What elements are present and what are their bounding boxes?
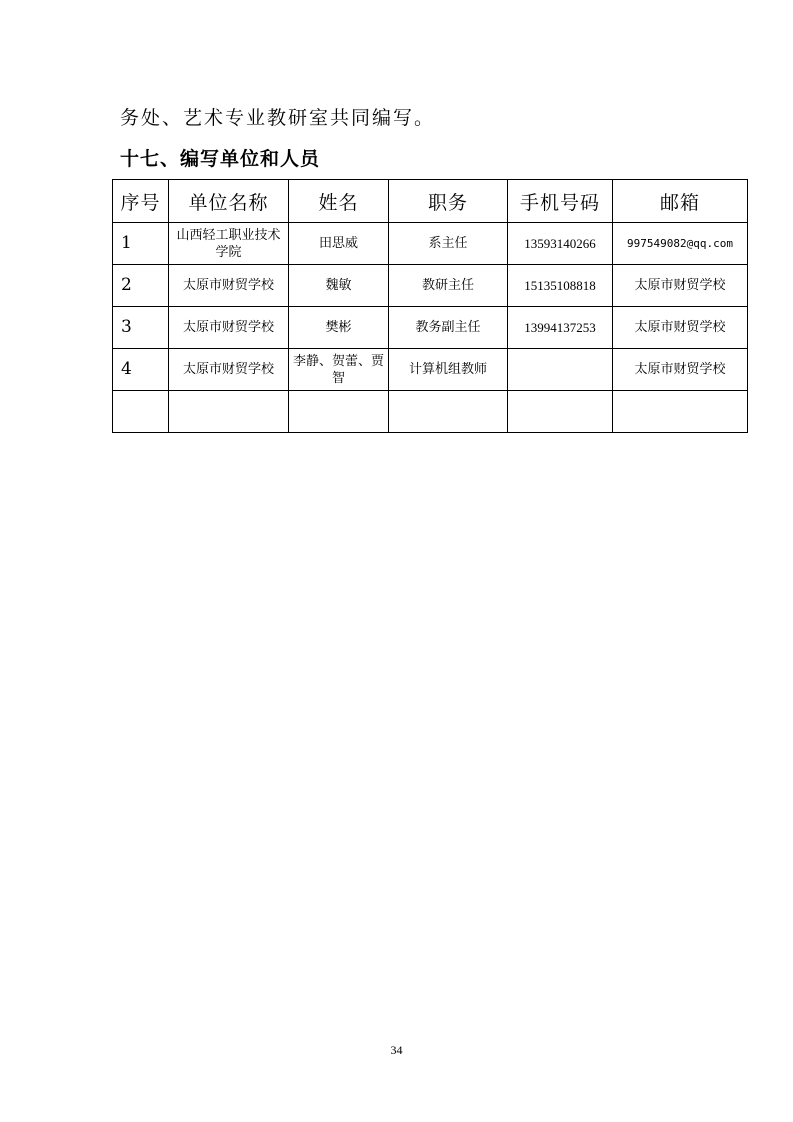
intro-paragraph: 务处、艺术专业教研室共同编写。 (120, 107, 436, 129)
cell-position: 教务副主任 (389, 307, 508, 349)
table-header-row (113, 180, 748, 223)
cell-name: 魏敏 (289, 265, 389, 307)
cell-index: 3 (113, 307, 169, 349)
cell-unit: 太原市财贸学校 (169, 265, 289, 307)
cell-index: 1 (113, 223, 169, 265)
header-email: 邮箱 (613, 180, 748, 223)
table-row (113, 307, 748, 349)
cell-name (289, 391, 389, 433)
cell-unit: 太原市财贸学校 (169, 349, 289, 391)
cell-index: 2 (113, 265, 169, 307)
cell-email: 太原市财贸学校 (613, 307, 748, 349)
cell-position (389, 391, 508, 433)
section-heading: 十七、编写单位和人员 (120, 148, 321, 170)
cell-name: 李静、贺蕾、贾智 (289, 349, 389, 391)
table-row (113, 349, 748, 391)
cell-email (613, 391, 748, 433)
cell-name: 樊彬 (289, 307, 389, 349)
cell-phone (508, 349, 613, 391)
header-phone: 手机号码 (508, 180, 613, 223)
header-position: 职务 (389, 180, 508, 223)
cell-unit: 太原市财贸学校 (169, 307, 289, 349)
table-row (113, 223, 748, 265)
cell-email: 太原市财贸学校 (613, 349, 748, 391)
cell-phone (508, 391, 613, 433)
cell-position: 计算机组教师 (389, 349, 508, 391)
table-row (113, 265, 748, 307)
cell-phone: 13994137253 (508, 307, 613, 349)
cell-email: 997549082@qq.com (613, 223, 748, 265)
header-index: 序号 (113, 180, 169, 223)
cell-email: 太原市财贸学校 (613, 265, 748, 307)
cell-name: 田思威 (289, 223, 389, 265)
cell-position: 教研主任 (389, 265, 508, 307)
header-unit: 单位名称 (169, 180, 289, 223)
cell-position: 系主任 (389, 223, 508, 265)
page-number: 34 (390, 1043, 403, 1057)
cell-phone: 15135108818 (508, 265, 613, 307)
cell-unit: 山西轻工职业技术学院 (169, 223, 289, 265)
cell-unit (169, 391, 289, 433)
table-row-empty (113, 391, 748, 433)
staff-table (112, 179, 748, 433)
header-name: 姓名 (289, 180, 389, 223)
cell-index: 4 (113, 349, 169, 391)
cell-index (113, 391, 169, 433)
cell-phone: 13593140266 (508, 223, 613, 265)
